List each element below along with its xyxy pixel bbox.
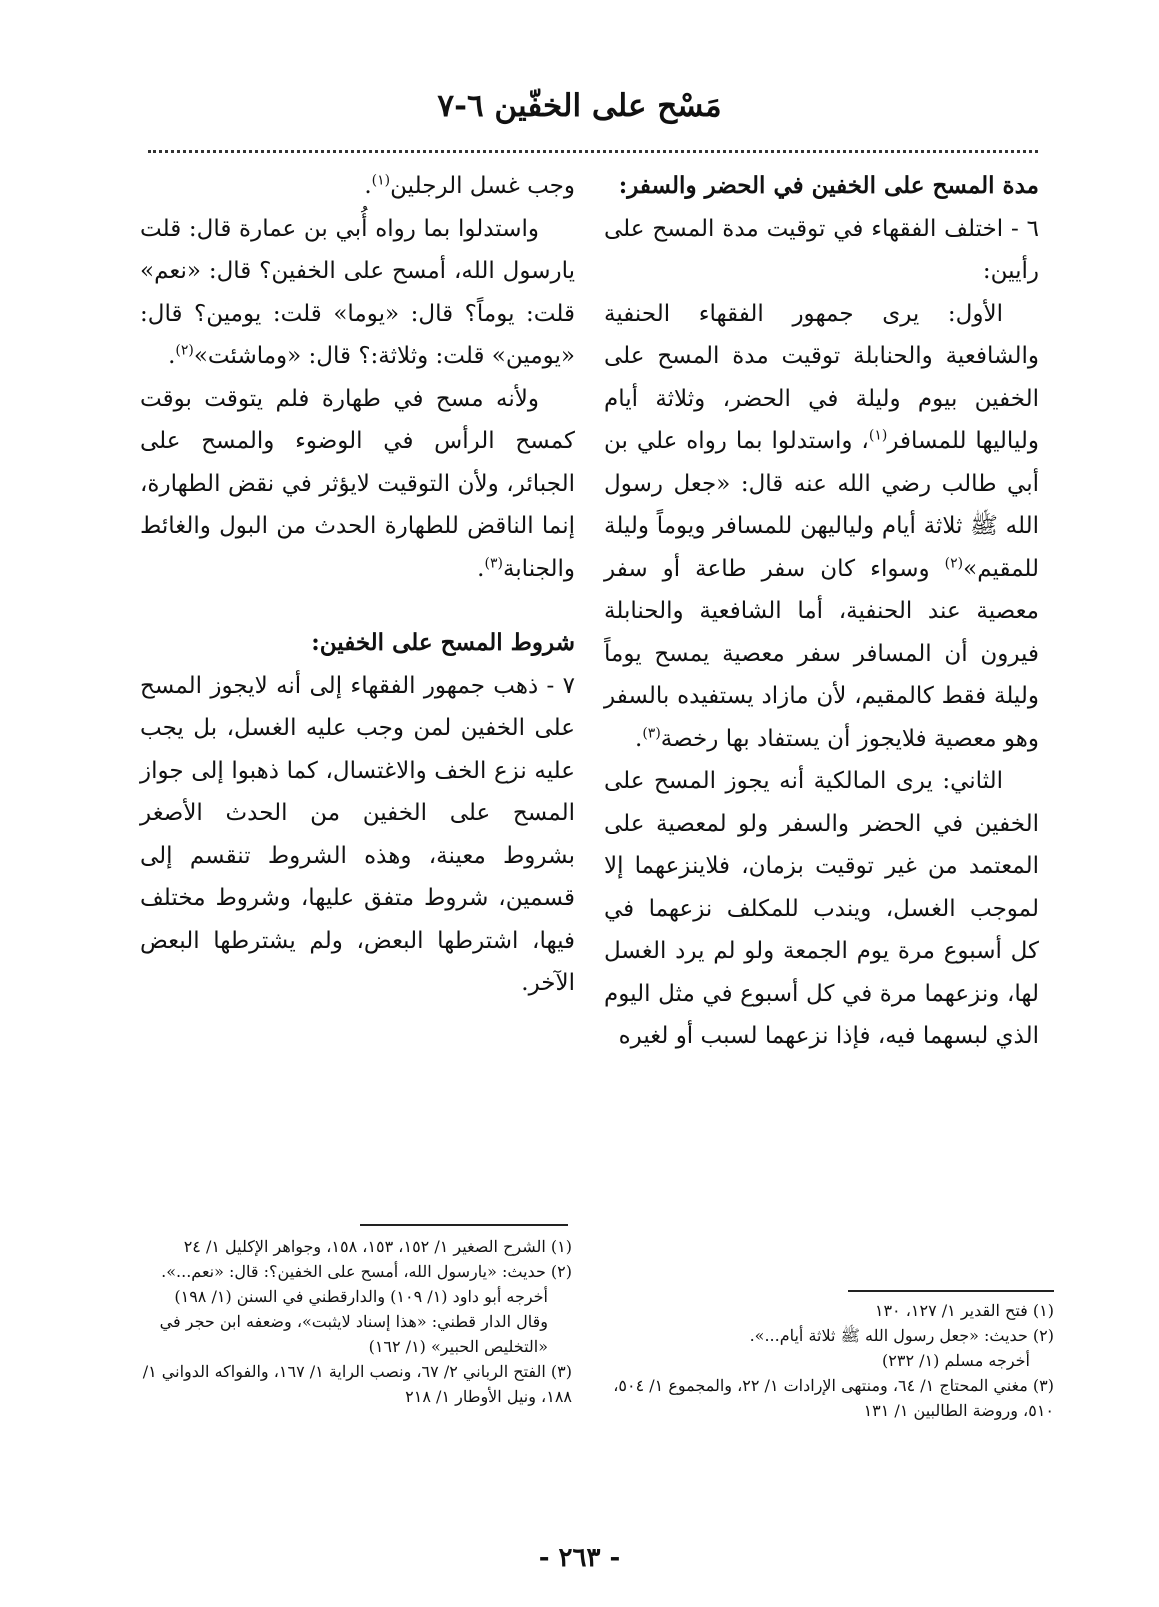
left-column <box>140 165 575 1005</box>
page-title: مَسْح على الخفّين ٦-٧ <box>437 88 722 124</box>
footnote-ref: (١) <box>371 172 391 189</box>
footnote: (٢) حديث: «جعل رسول الله ﷺ ثلاثة أيام...». <box>749 1326 1054 1345</box>
paragraph-second-opinion: الثاني: يرى المالكية أنه يجوز المسح على الخفين في الحضر والسفر ولو لمعصية على المعتمد من غير توقيت بزمان، فلاينزعهما إلا لموجب الغسل، ويندب للمكلف نزعهما في كل أسبوع مرة يوم الجمعة ولو لم يرد الغسل لها، ونزعهما مرة في كل أسبوع في مثل اليوم الذي لبسهما فيه، فإذا نزعهما لسبب أو لغيره <box>604 768 1039 1049</box>
section-heading-duration: مدة المسح على الخفين في الحضر والسفر: <box>618 172 1039 199</box>
header-divider <box>148 150 1038 153</box>
text-segment: واستدلوا بما رواه أُبي بن عمارة قال: قلت يارسول الله، أمسح على الخفين؟ قال: «نعم» قلت: يوماً؟ قال: «يوما» قلت: يومين؟ قال: «يومين» قلت: وثلاثة:؟ قال: «وماشئت» <box>140 215 575 369</box>
footnote-ref: (١) <box>868 427 888 444</box>
page-number: - ٢٦٣ - <box>538 1543 621 1573</box>
footnote-ref: (٣) <box>642 724 661 741</box>
text-segment: ولأنه مسح في طهارة فلم يتوقت بوقت كمسح الرأس في الوضوء والمسح على الجبائر، ولأن التوقيت لايؤثر في نقض الطهارة، إنما الناقض للطهارة الحدث من البول والغائط والجنابة <box>140 385 575 582</box>
footnote-divider-left <box>360 1224 568 1226</box>
footnote: (٢) حديث: «يارسول الله، أمسح على الخفين؟: قال: «نعم...». <box>161 1262 572 1281</box>
paragraph-first-opinion <box>604 293 1039 761</box>
footnote-divider-right <box>848 1290 1054 1292</box>
footnote: (١) الشرح الصغير ١/ ١٥٢، ١٥٣، ١٥٨، وجواهر الإكليل ١/ ٢٤ <box>183 1237 572 1256</box>
text-segment: الأول: يرى جمهور الفقهاء الحنفية والشافعية والحنابلة توقيت مدة المسح على الخفين بيوم وليلة في الحضر، وثلاثة أيام ولياليها للمسافر <box>604 300 1039 454</box>
footnote-continuation: أخرجه مسلم (١/ ٢٣٢) <box>882 1351 1030 1370</box>
paragraph-reasoning <box>140 378 575 591</box>
footnote-continuation: أخرجه أبو داود (١/ ١٠٩) والدارقطني في السنن (١/ ١٩٨) وقال الدار قطني: «هذا إسناد لايثبت»، وضعفه ابن حجر في «التخليص الحبير» (١/ ١٦٢) <box>159 1287 548 1356</box>
text-segment: . <box>364 173 372 199</box>
paragraph-6-intro: ٦ - اختلف الفقهاء في توقيت مدة المسح على رأيين: <box>604 215 1039 284</box>
paragraph-continuation <box>140 165 575 208</box>
footnote-ref: (٣) <box>484 554 503 571</box>
paragraph-7-conditions: ٧ - ذهب جمهور الفقهاء إلى أنه لايجوز المسح على الخفين لمن وجب عليه الغسل، بل يجب عليه نزع الخف والاغتسال، كما ذهبوا إلى جواز المسح على الخفين من الحدث الأصغر بشروط معينة، وهذه الشروط تنقسم إلى قسمين، شروط متفق عليها، وشروط مختلف فيها، اشترطها البعض، ولم يشترطها البعض الآخر. <box>140 672 575 996</box>
footnote-ref: (٢) <box>175 342 194 359</box>
footnote: (١) فتح القدير ١/ ١٢٧، ١٣٠ <box>874 1301 1054 1320</box>
footnote: (٣) مغني المحتاج ١/ ٦٤، ومنتهى الإرادات ١/ ٢٢، والمجموع ١/ ٥٠٤، ٥١٠، وروضة الطالبين ١/ ١٣١ <box>613 1376 1054 1420</box>
text-segment: . <box>635 725 643 752</box>
right-column <box>604 165 1039 1058</box>
text-segment: وسواء كان سفر طاعة أو سفر معصية عند الحنفية، أما الشافعية والحنابلة فيرون أن المسافر سفر معصية يمسح يوماً وليلة فقط كالمقيم، لأن مازاد يستفيده بالسفر وهو معصية فلايجوز أن يستفاد بها رخصة <box>604 555 1039 752</box>
text-segment: ، واستدلوا بما رواه علي بن أبي طالب رضي الله عنه قال: «جعل رسول الله ﷺ ثلاثة أيام ولياليهن للمسافر ويوماً وليلة للمقيم» <box>604 428 1039 582</box>
footnotes-right <box>604 1298 1054 1423</box>
text-segment: . <box>477 555 485 582</box>
footnote-ref: (٢) <box>944 554 964 571</box>
text-segment: . <box>168 343 176 369</box>
paragraph-hadith-ubayy <box>140 208 575 378</box>
text-segment: وجب غسل الرجلين <box>390 173 575 199</box>
footnotes-left <box>140 1234 572 1409</box>
footnote: (٣) الفتح الرباني ٢/ ٦٧، ونصب الراية ١/ ١٦٧، والفواكه الدواني ١/ ١٨٨، ونيل الأوطار ١/ ٢١٨ <box>142 1362 572 1406</box>
section-heading-conditions: شروط المسح على الخفين: <box>311 629 575 656</box>
